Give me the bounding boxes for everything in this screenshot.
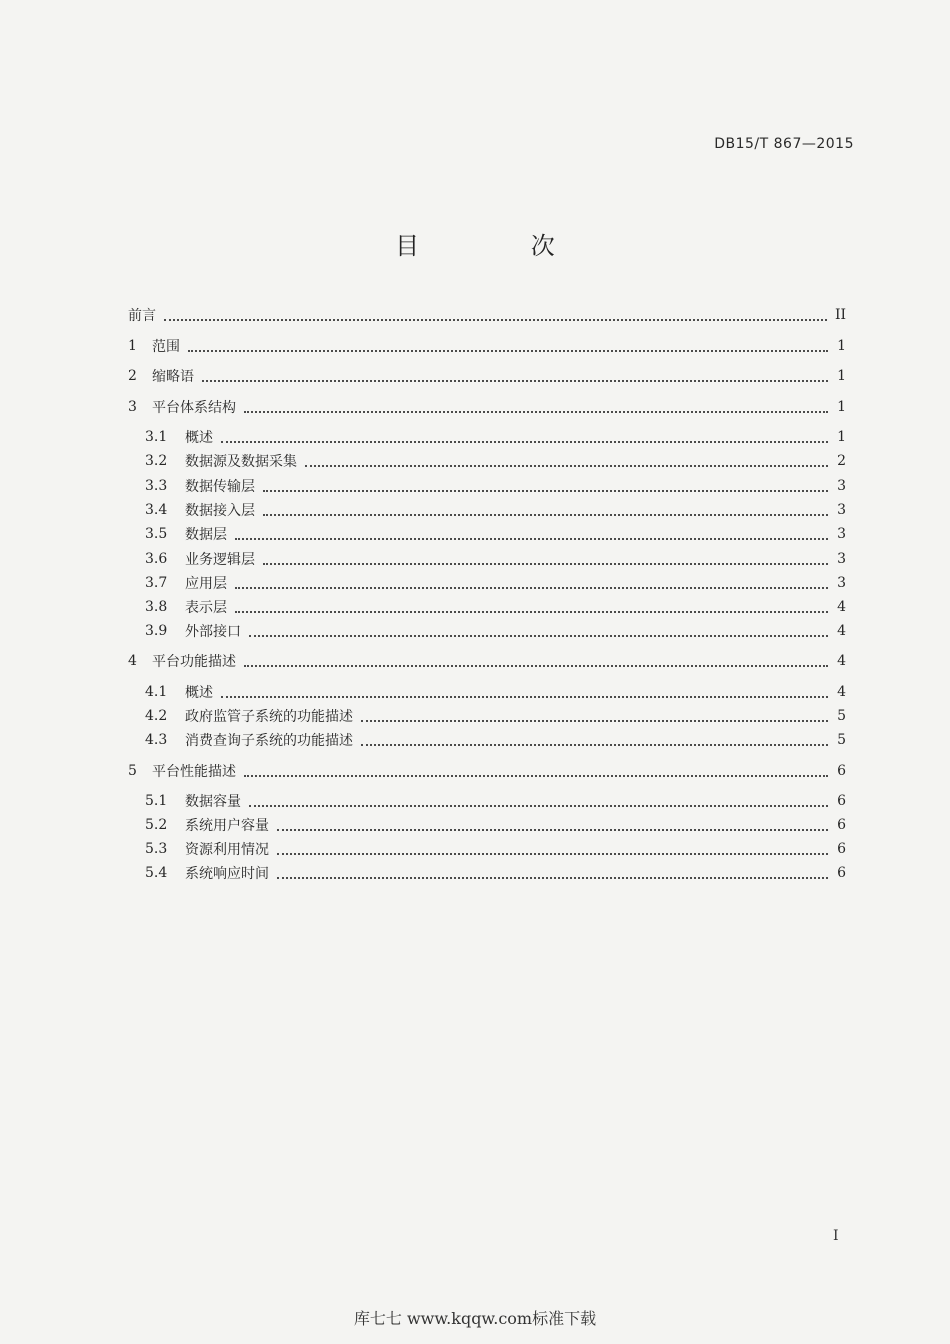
toc-entry-label: 概述 [185, 685, 213, 701]
toc-entry-page: 1 [837, 429, 846, 445]
toc-entry-page: 6 [837, 865, 846, 881]
toc-leader-dots [235, 524, 828, 540]
toc-entry-page: 4 [837, 653, 846, 669]
toc-entry-page: 4 [837, 599, 846, 615]
toc-entry-4-3[interactable] [145, 728, 846, 752]
toc-entry-label: 政府监管子系统的功能描述 [185, 709, 353, 725]
toc-entry-number: 3.3 [145, 478, 168, 494]
toc-leader-dots [188, 336, 828, 352]
toc-entry-label: 前言 [128, 308, 156, 324]
toc-entry-label: 消费查询子系统的功能描述 [185, 733, 353, 749]
toc-entry-page: 3 [837, 526, 846, 542]
toc-entry-page: 3 [837, 551, 846, 567]
toc-entry-3-3[interactable] [145, 474, 846, 498]
toc-entry-number: 3.4 [145, 502, 168, 518]
toc-entry-number: 5.1 [145, 793, 168, 809]
toc-entry-3[interactable] [128, 395, 846, 419]
toc-leader-dots [244, 761, 828, 777]
toc-entry-label: 平台功能描述 [152, 654, 236, 670]
toc-entry-page: 5 [837, 732, 846, 748]
toc-leader-dots [249, 621, 828, 637]
toc-entry-page: 2 [837, 453, 846, 469]
toc-entry-5-2[interactable] [145, 813, 846, 837]
toc-leader-dots [244, 397, 828, 413]
toc-entry-1[interactable] [128, 334, 846, 358]
toc-leader-dots [235, 573, 828, 589]
toc-entry-label: 数据层 [185, 527, 227, 543]
toc-entry-5-3[interactable] [145, 837, 846, 861]
toc-entry-3-8[interactable] [145, 595, 846, 619]
toc-entry-page: 1 [837, 338, 846, 354]
toc-entry-number: 4 [128, 653, 137, 669]
toc-leader-dots [361, 706, 828, 722]
toc-entry-page: 4 [837, 684, 846, 700]
toc-entry-4[interactable] [128, 649, 846, 673]
toc-leader-dots [235, 597, 828, 613]
toc-entry-page: II [834, 307, 846, 323]
toc-entry-3-7[interactable] [145, 571, 846, 595]
toc-entry-label: 平台体系结构 [152, 400, 236, 416]
toc-entry-3-9[interactable] [145, 619, 846, 643]
toc-entry-label: 缩略语 [152, 369, 194, 385]
toc-entry-label: 表示层 [185, 600, 227, 616]
toc-entry-3-5[interactable] [145, 522, 846, 546]
toc-entry-label: 数据容量 [185, 794, 241, 810]
page-number: I [833, 1228, 839, 1244]
toc-entry-number: 4.1 [145, 684, 168, 700]
toc-leader-dots [202, 366, 828, 382]
toc-leader-dots [263, 549, 828, 565]
toc-entry-page: 6 [837, 793, 846, 809]
toc-entry-number: 3.9 [145, 623, 168, 639]
toc-entry-number: 4.2 [145, 708, 168, 724]
toc-leader-dots [263, 500, 828, 516]
toc-leader-dots [263, 476, 828, 492]
toc-entry-page: 3 [837, 502, 846, 518]
toc-entry-label: 平台性能描述 [152, 764, 236, 780]
toc-entry-label: 资源利用情况 [185, 842, 269, 858]
toc-entry-preface[interactable] [128, 303, 846, 327]
toc-entry-number: 3 [128, 399, 137, 415]
toc-entry-label: 数据接入层 [185, 503, 255, 519]
toc-leader-dots [249, 791, 828, 807]
toc-entry-number: 4.3 [145, 732, 168, 748]
toc-leader-dots [221, 682, 828, 698]
toc-entry-number: 3.1 [145, 429, 168, 445]
toc-entry-page: 3 [837, 575, 846, 591]
footer-watermark: 库七七 www.kqqw.com标准下载 [353, 1309, 597, 1328]
toc-entry-page: 6 [837, 841, 846, 857]
document-code: DB15/T 867—2015 [714, 136, 854, 152]
toc-entry-label: 业务逻辑层 [185, 552, 255, 568]
toc-entry-number: 1 [128, 338, 137, 354]
toc-entry-number: 3.2 [145, 453, 168, 469]
toc-entry-2[interactable] [128, 364, 846, 388]
toc-leader-dots [277, 815, 828, 831]
toc-entry-number: 5.2 [145, 817, 168, 833]
page-title: 目 次 [395, 232, 607, 260]
toc-entry-5[interactable] [128, 759, 846, 783]
toc-entry-label: 数据传输层 [185, 479, 255, 495]
toc-entry-number: 5.4 [145, 865, 168, 881]
toc-leader-dots [221, 427, 828, 443]
toc-entry-label: 系统用户容量 [185, 818, 269, 834]
toc-entry-page: 4 [837, 623, 846, 639]
toc-entry-number: 3.6 [145, 551, 168, 567]
toc-entry-page: 5 [837, 708, 846, 724]
toc-entry-label: 外部接口 [185, 624, 241, 640]
toc-entry-label: 系统响应时间 [185, 866, 269, 882]
toc-entry-label: 范围 [152, 339, 180, 355]
toc-leader-dots [244, 651, 828, 667]
toc-entry-number: 2 [128, 368, 137, 384]
toc-leader-dots [277, 839, 828, 855]
toc-entry-label: 概述 [185, 430, 213, 446]
toc-leader-dots [277, 863, 828, 879]
toc-entry-3-2[interactable] [145, 449, 846, 473]
toc-entry-3-4[interactable] [145, 498, 846, 522]
toc-entry-page: 3 [837, 478, 846, 494]
toc-entry-number: 3.8 [145, 599, 168, 615]
toc-entry-page: 6 [837, 817, 846, 833]
toc-entry-4-2[interactable] [145, 704, 846, 728]
toc-leader-dots [361, 730, 828, 746]
toc-entry-page: 1 [837, 399, 846, 415]
toc-entry-5-1[interactable] [145, 789, 846, 813]
toc-entry-3-1[interactable] [145, 425, 846, 449]
toc-leader-dots [305, 451, 828, 467]
toc-entry-4-1[interactable] [145, 680, 846, 704]
toc-entry-page: 1 [837, 368, 846, 384]
toc-entry-page: 6 [837, 763, 846, 779]
toc-entry-5-4[interactable] [145, 861, 846, 885]
toc-entry-number: 3.5 [145, 526, 168, 542]
toc-entry-label: 数据源及数据采集 [185, 454, 297, 470]
toc-entry-3-6[interactable] [145, 547, 846, 571]
toc-leader-dots [164, 305, 827, 321]
toc-entry-number: 5.3 [145, 841, 168, 857]
toc-entry-label: 应用层 [185, 576, 227, 592]
toc-entry-number: 3.7 [145, 575, 168, 591]
toc-entry-number: 5 [128, 763, 137, 779]
